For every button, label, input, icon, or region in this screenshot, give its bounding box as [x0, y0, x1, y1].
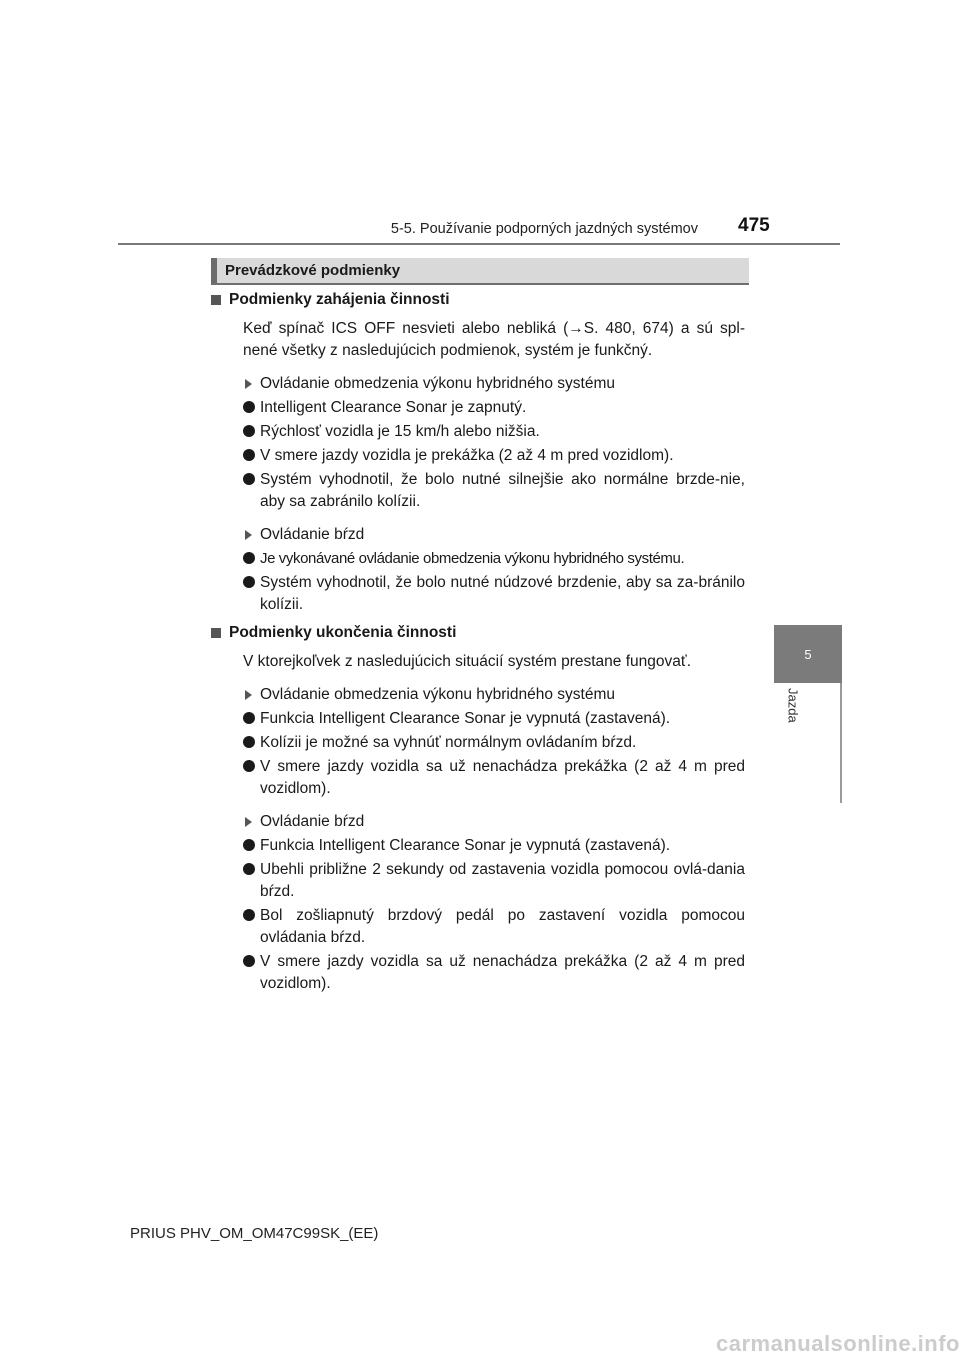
start-conditions-intro: Keď spínač ICS OFF nesvieti alebo nebliká (→S. 480, 674) a sú spl-nené všetky z nasledujúcich podmienok, systém je funkčný. [243, 320, 745, 359]
dot-bullet-icon [243, 839, 255, 851]
section-heading [211, 258, 749, 285]
chapter-tab-label: Jazda [785, 688, 801, 723]
start-power-subheading [243, 373, 745, 395]
start-brake-subheading [243, 524, 745, 546]
list-item: Systém vyhodnotil, že bolo nutné silnejšie ako normálne brzde-nie, aby sa zabránilo kolízii. [243, 469, 745, 513]
section-heading-title: Prevádzkové podmienky [225, 262, 401, 279]
chapter-tab: 5 [774, 625, 842, 683]
list-item: V smere jazdy vozidla je prekážka (2 až 4 m pred vozidlom). [243, 445, 745, 467]
list-item: V smere jazdy vozidla sa už nenachádza prekážka (2 až 4 m pred vozidlom). [243, 951, 745, 995]
list-item: Funkcia Intelligent Clearance Sonar je vypnutá (zastavená). [243, 708, 745, 730]
page-number: 475 [738, 215, 770, 236]
dot-bullet-icon [243, 955, 255, 967]
page-header [0, 0, 960, 250]
start-conditions-heading [211, 289, 745, 311]
end-conditions-heading-text: Podmienky ukončenia činnosti [229, 624, 457, 641]
dot-bullet-icon [243, 449, 255, 461]
page-content [211, 289, 745, 995]
list-item: Ubehli približne 2 sekundy od zastavenia vozidla pomocou ovlá-dania bŕzd. [243, 859, 745, 903]
triangle-bullet-icon [245, 817, 252, 827]
list-item: Intelligent Clearance Sonar je zapnutý. [243, 397, 745, 419]
dot-bullet-icon [243, 909, 255, 921]
section-heading-bar [211, 258, 217, 283]
list-item: Kolízii je možné sa vyhnúť normálnym ovládaním bŕzd. [243, 732, 745, 754]
dot-bullet-icon [243, 552, 255, 564]
document-footer: PRIUS PHV_OM_OM47C99SK_(EE) [130, 1225, 379, 1242]
header-rule [118, 243, 840, 245]
triangle-bullet-icon [245, 379, 252, 389]
chapter-tab-line [840, 683, 842, 803]
list-item: V smere jazdy vozidla sa už nenachádza prekážka (2 až 4 m pred vozidlom). [243, 756, 745, 800]
end-brake-subheading-text: Ovládanie bŕzd [260, 813, 365, 830]
start-brake-subheading-text: Ovládanie bŕzd [260, 526, 365, 543]
watermark: carmanualsonline.info [716, 1331, 960, 1356]
dot-bullet-icon [243, 473, 255, 485]
dot-bullet-icon [243, 760, 255, 772]
header-section-title: 5-5. Používanie podporných jazdných systémov [390, 221, 698, 237]
square-bullet-icon [211, 295, 221, 305]
triangle-bullet-icon [245, 690, 252, 700]
end-conditions-heading [211, 622, 745, 644]
dot-bullet-icon [243, 863, 255, 875]
dot-bullet-icon [243, 401, 255, 413]
dot-bullet-icon [243, 576, 255, 588]
square-bullet-icon [211, 628, 221, 638]
start-conditions-heading-text: Podmienky zahájenia činnosti [229, 291, 450, 308]
list-item: Systém vyhodnotil, že bolo nutné núdzové brzdenie, aby sa za-bránilo kolízii. [243, 572, 745, 616]
end-power-subheading-text: Ovládanie obmedzenia výkonu hybridného systému [260, 686, 615, 703]
start-power-subheading-text: Ovládanie obmedzenia výkonu hybridného systému [260, 375, 615, 392]
dot-bullet-icon [243, 425, 255, 437]
end-brake-subheading [243, 811, 745, 833]
list-item: Rýchlosť vozidla je 15 km/h alebo nižšia. [243, 421, 745, 443]
triangle-bullet-icon [245, 530, 252, 540]
list-item: Bol zošliapnutý brzdový pedál po zastavení vozidla pomocou ovládania bŕzd. [243, 905, 745, 949]
list-item: Funkcia Intelligent Clearance Sonar je vypnutá (zastavená). [243, 835, 745, 857]
list-item: Je vykonávané ovládanie obmedzenia výkonu hybridného systému. [243, 548, 745, 570]
dot-bullet-icon [243, 712, 255, 724]
end-power-subheading [243, 684, 745, 706]
dot-bullet-icon [243, 736, 255, 748]
end-conditions-intro: V ktorejkoľvek z nasledujúcich situácií systém prestane fungovať. [243, 653, 691, 670]
